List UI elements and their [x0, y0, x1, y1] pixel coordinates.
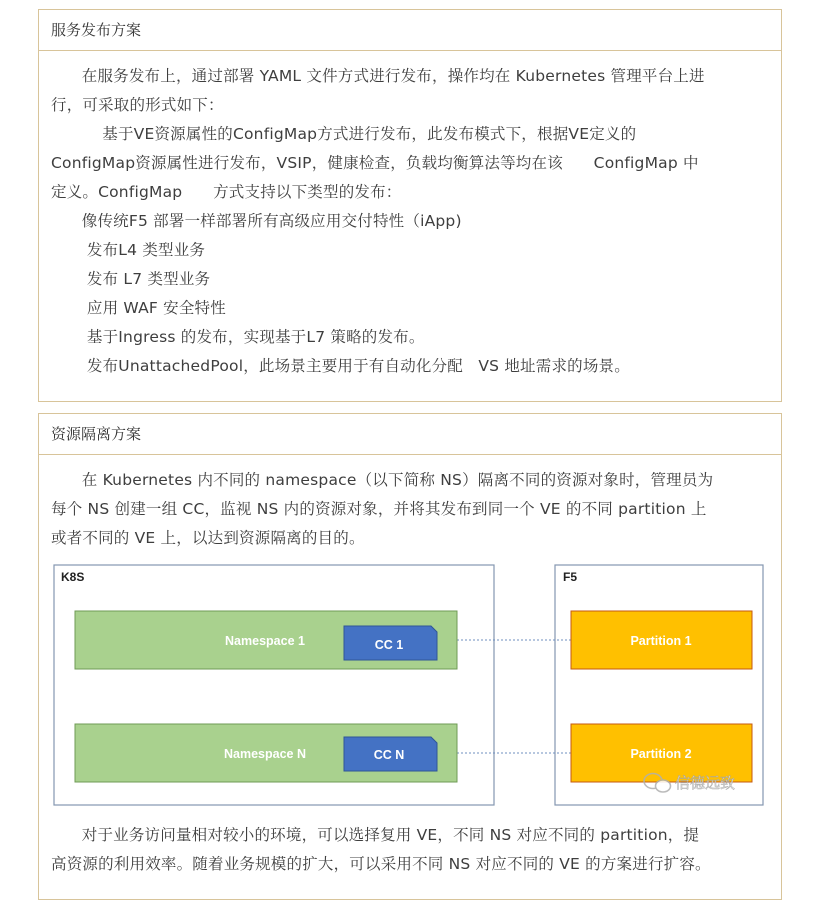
text-line: 对于业务访问量相对较小的环境，可以选择复用 VE，不同 NS 对应不同的 partition，提: [51, 826, 700, 844]
resource-isolation-section: [38, 413, 782, 900]
watermark-text: 信德远致: [675, 774, 736, 792]
text-line: 在 Kubernetes 内不同的 namespace（以下简称 NS）隔离不同的资源对象时，管理员为: [51, 471, 714, 489]
text-line: 或者不同的 VE 上，以达到资源隔离的目的。: [51, 529, 365, 547]
text-line: ConfigMap资源属性进行发布，VSIP，健康检查，负载均衡算法等均在该 ConfigMap 中: [51, 154, 699, 172]
text-line: 基于VE资源属性的ConfigMap方式进行发布，此发布模式下，根据VE定义的: [51, 125, 637, 143]
list-item: 发布UnattachedPool，此场景主要用于有自动化分配 VS 地址需求的场景。: [51, 357, 630, 375]
list-item: 基于Ingress 的发布，实现基于L7 策略的发布。: [51, 328, 425, 346]
cc-1-label: CC 1: [374, 638, 404, 652]
text-line: 每个 NS 创建一组 CC，监视 NS 内的资源对象，并将其发布到同一个 VE 的不同 partition 上: [51, 500, 707, 518]
text-line: 行，可采取的形式如下：: [51, 96, 224, 114]
list-item: 发布 L7 类型业务: [51, 270, 211, 288]
list-item: 像传统F5 部署一样部署所有高级应用交付特性（iApp): [51, 212, 462, 230]
text-line: 定义。ConfigMap 方式支持以下类型的发布：: [51, 183, 402, 201]
section-title: 资源隔离方案: [39, 414, 781, 455]
isolation-diagram: [53, 564, 765, 810]
section-title: 服务发布方案: [39, 10, 781, 51]
isolation-outro-text: [51, 821, 769, 879]
partition-1-label: Partition 1: [630, 634, 692, 648]
namespace-1-label: Namespace 1: [225, 634, 305, 648]
list-item: 应用 WAF 安全特性: [51, 299, 226, 317]
k8s-group-label: K8S: [61, 570, 85, 584]
text-line: 高资源的利用效率。随着业务规模的扩大，可以采用不同 NS 对应不同的 VE 的方案进行扩容。: [51, 855, 711, 873]
service-release-text: [51, 62, 769, 381]
list-item: 发布L4 类型业务: [51, 241, 206, 259]
partition-2-label: Partition 2: [630, 747, 692, 761]
cc-n-label: CC N: [373, 748, 405, 762]
text-line: 在服务发布上，通过部署 YAML 文件方式进行发布，操作均在 Kubernetes 管理平台上进: [51, 67, 705, 85]
service-release-section: [38, 9, 782, 402]
isolation-intro-text: [51, 466, 769, 553]
f5-group-label: F5: [563, 570, 578, 584]
namespace-n-label: Namespace N: [224, 747, 306, 761]
